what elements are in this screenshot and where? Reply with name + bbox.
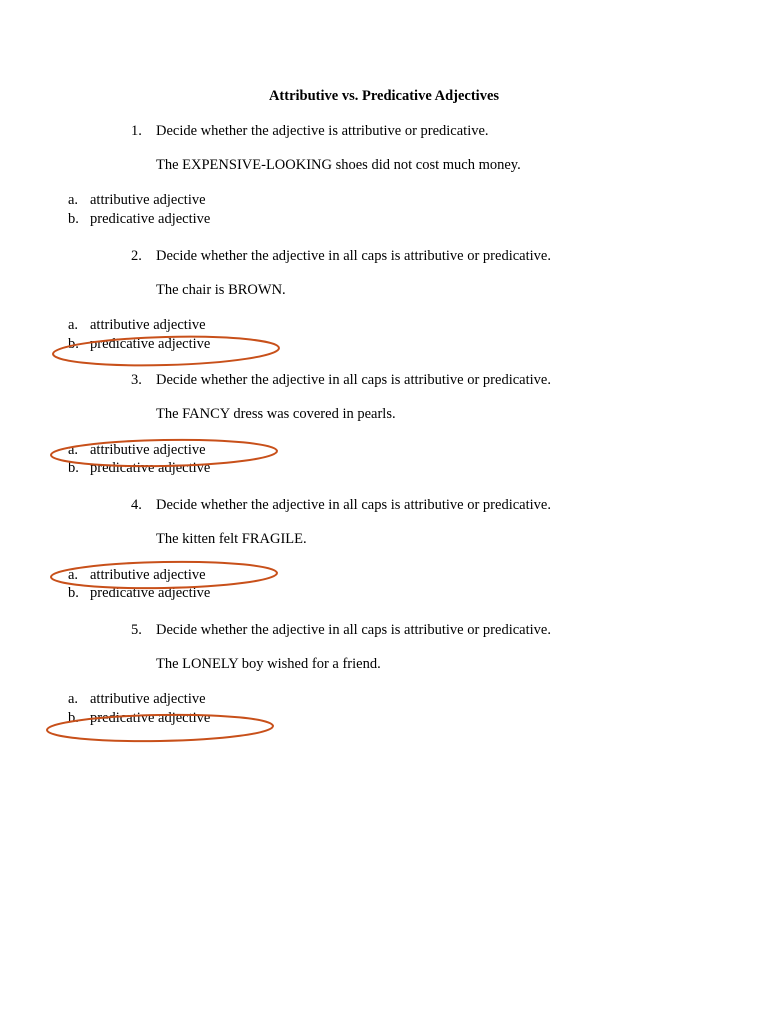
question-number: 5. <box>131 622 142 638</box>
option-a-letter: a. <box>68 567 79 583</box>
option-a-letter: a. <box>68 192 79 208</box>
option-b-letter: b. <box>68 460 79 476</box>
question-prompt: Decide whether the adjective in all caps is attributive or predicative. <box>156 497 551 513</box>
option-b-text: predicative adjective <box>90 336 211 352</box>
question-sentence: The EXPENSIVE-LOOKING shoes did not cost much money. <box>156 157 521 173</box>
option-a-text: attributive adjective <box>90 192 206 208</box>
question-number: 1. <box>131 123 142 139</box>
question-prompt: Decide whether the adjective is attributive or predicative. <box>156 123 489 139</box>
question-number: 4. <box>131 497 142 513</box>
option-a-text: attributive adjective <box>90 691 206 707</box>
option-a-text: attributive adjective <box>90 442 206 458</box>
page-title: Attributive vs. Predicative Adjectives <box>268 88 500 104</box>
option-b-letter: b. <box>68 211 79 227</box>
question-prompt: Decide whether the adjective in all caps is attributive or predicative. <box>156 372 551 388</box>
option-b-text: predicative adjective <box>90 460 211 476</box>
option-b-letter: b. <box>68 336 79 352</box>
option-b-letter: b. <box>68 585 79 601</box>
question-prompt: Decide whether the adjective in all caps is attributive or predicative. <box>156 248 551 264</box>
option-b-text: predicative adjective <box>90 585 211 601</box>
question-sentence: The kitten felt FRAGILE. <box>156 531 307 547</box>
question-sentence: The FANCY dress was covered in pearls. <box>156 406 396 422</box>
option-a-text: attributive adjective <box>90 567 206 583</box>
option-a-letter: a. <box>68 442 79 458</box>
question-number: 3. <box>131 372 142 388</box>
question-sentence: The chair is BROWN. <box>156 282 286 298</box>
option-b-letter: b. <box>68 710 79 726</box>
question-sentence: The LONELY boy wished for a friend. <box>156 656 381 672</box>
question-prompt: Decide whether the adjective in all caps is attributive or predicative. <box>156 622 551 638</box>
option-b-text: predicative adjective <box>90 710 211 726</box>
question-number: 2. <box>131 248 142 264</box>
option-b-text: predicative adjective <box>90 211 211 227</box>
option-a-letter: a. <box>68 317 79 333</box>
option-a-text: attributive adjective <box>90 317 206 333</box>
option-a-letter: a. <box>68 691 79 707</box>
